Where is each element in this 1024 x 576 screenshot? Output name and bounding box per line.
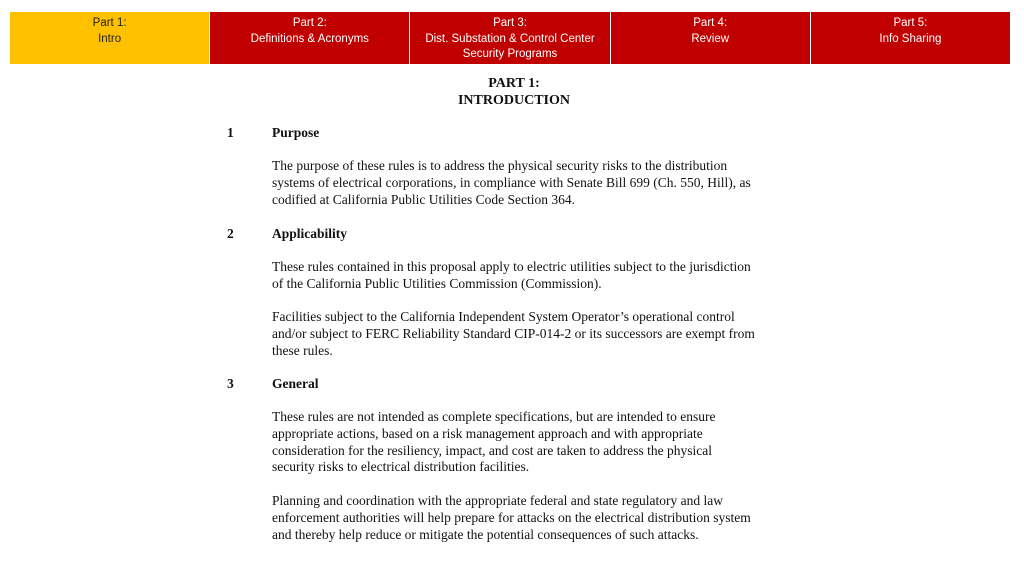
paragraph-line: appropriate actions, based on a risk management approach and with appropriate <box>272 425 703 441</box>
paragraph-line: codified at California Public Utilities Code Section 364. <box>272 191 575 207</box>
paragraph-line: security risks to electrical distribution facilities. <box>272 459 530 475</box>
paragraph-line: enforcement authorities will help prepare for attacks on the electrical distribution system <box>272 509 751 525</box>
section-heading-general: General <box>272 376 319 391</box>
paragraph-line: and thereby help reduce or mitigate the potential consequences of such attacks. <box>272 526 699 542</box>
tab-part-1-intro[interactable] <box>10 12 210 64</box>
tab-part-label: Part 1: <box>92 17 127 29</box>
paragraph-line: Planning and coordination with the appropriate federal and state regulatory and law <box>272 493 723 508</box>
section-heading-applicability: Applicability <box>272 226 348 241</box>
tab-title: Intro <box>98 32 122 45</box>
tab-part-label: Part 4: <box>693 17 728 29</box>
tab-title-continued: Security Programs <box>462 48 558 60</box>
part-navigation <box>10 12 1010 64</box>
tab-part-2-definitions[interactable] <box>210 12 410 64</box>
tab-part-3-security-programs[interactable] <box>410 12 610 64</box>
tab-part-label: Part 5: <box>893 17 928 29</box>
tab-title: Definitions & Acronyms <box>250 32 369 45</box>
paragraph-line: systems of electrical corporations, in compliance with Senate Bill 699 (Ch. 550, Hill), as <box>272 174 751 190</box>
paragraph <box>272 259 812 293</box>
paragraph-line: consideration for the resiliency, impact, and cost are taken to address the physical <box>272 442 712 458</box>
tab-title: Dist. Substation & Control Center <box>425 32 595 45</box>
section-number: 1 <box>227 125 234 140</box>
paragraph-line: and/or subject to FERC Reliability Standard CIP-014-2 or its successors are exempt from <box>272 325 755 341</box>
section-heading-purpose: Purpose <box>272 125 320 140</box>
paragraph-line: The purpose of these rules is to address the physical security risks to the distribution <box>272 158 728 173</box>
paragraph-line: these rules. <box>272 342 333 358</box>
paragraph <box>272 309 812 359</box>
tab-part-4-review[interactable] <box>611 12 811 64</box>
tab-part-5-info-sharing[interactable] <box>811 12 1010 64</box>
title-text: INTRODUCTION <box>457 93 570 108</box>
tab-title: Info Sharing <box>879 32 942 45</box>
tab-title: Review <box>691 32 730 45</box>
title-part-label: PART 1: <box>488 76 540 91</box>
paragraph <box>272 493 812 543</box>
document-title <box>0 75 1024 109</box>
tab-part-label: Part 3: <box>493 17 527 29</box>
paragraph-line: Facilities subject to the California Independent System Operator’s operational control <box>272 309 735 324</box>
paragraph <box>272 409 812 476</box>
paragraph-line: These rules are not intended as complete specifications, but are intended to ensure <box>272 409 716 424</box>
section-number: 2 <box>227 226 234 241</box>
tab-part-label: Part 2: <box>292 17 327 29</box>
section-number: 3 <box>227 376 234 391</box>
paragraph-line: of the California Public Utilities Commission (Commission). <box>272 275 602 291</box>
paragraph <box>272 158 812 208</box>
paragraph-line: These rules contained in this proposal apply to electric utilities subject to the jurisdiction <box>272 259 751 274</box>
